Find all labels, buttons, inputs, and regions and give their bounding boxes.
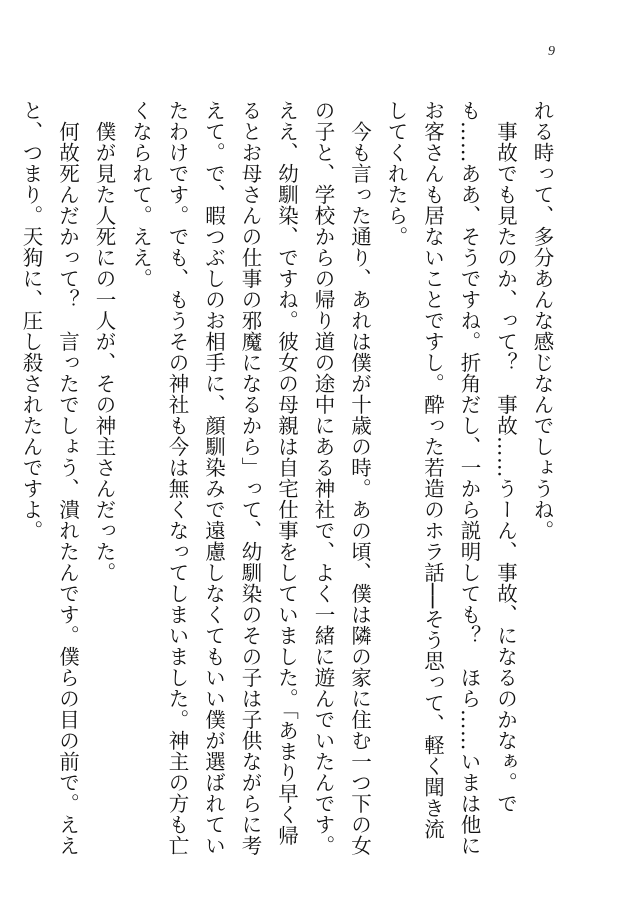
paragraph: 今も言った通り、あれは僕が十歳の時。あの頃、僕は隣の家に住む一つ下の女の子と、学校からの帰り道の途中にある神社で、よく一緒に遊んでいたんです。ええ、幼馴染、ですね。彼女の母親は自宅仕事をしていました。「あまり早く帰るとお母さんの仕事の邪魔になるから」って、幼馴染のその子は子供ながらに考えて。で、暇つぶしのお相手に、顔馴染みで遠慮しなくてもいい僕が選ばれていたわけです。でも、もうその神社も今は無くなってしまいました。神主の方も亡くなられて。ええ。 xyxy=(128,100,372,856)
paragraph: れる時って、多分あんな感じなんでしょうね。 xyxy=(530,100,554,541)
vertical-body-text xyxy=(13,100,561,860)
paragraph: 僕が見た人死にの一人が、その神主さんだった。 xyxy=(92,120,116,583)
paragraph: 何故死んだかって？ 言ったでしょう、潰れたんです。僕らの目の前で。ええと、つまり。天狗に、圧し殺されたんですよ。 xyxy=(19,100,80,856)
paragraph: 事故でも見たのか、って？ 事故……うーん、事故、になるのかなぁ。でも……ああ、そうですね。折角だし、一から説明しても？ ほら……いまは他にお客さんも居ないことですし。酔った若造のホラ話──そう思って、軽く聞き流してくれたら。 xyxy=(384,100,518,856)
page-number: 9 xyxy=(548,44,555,59)
